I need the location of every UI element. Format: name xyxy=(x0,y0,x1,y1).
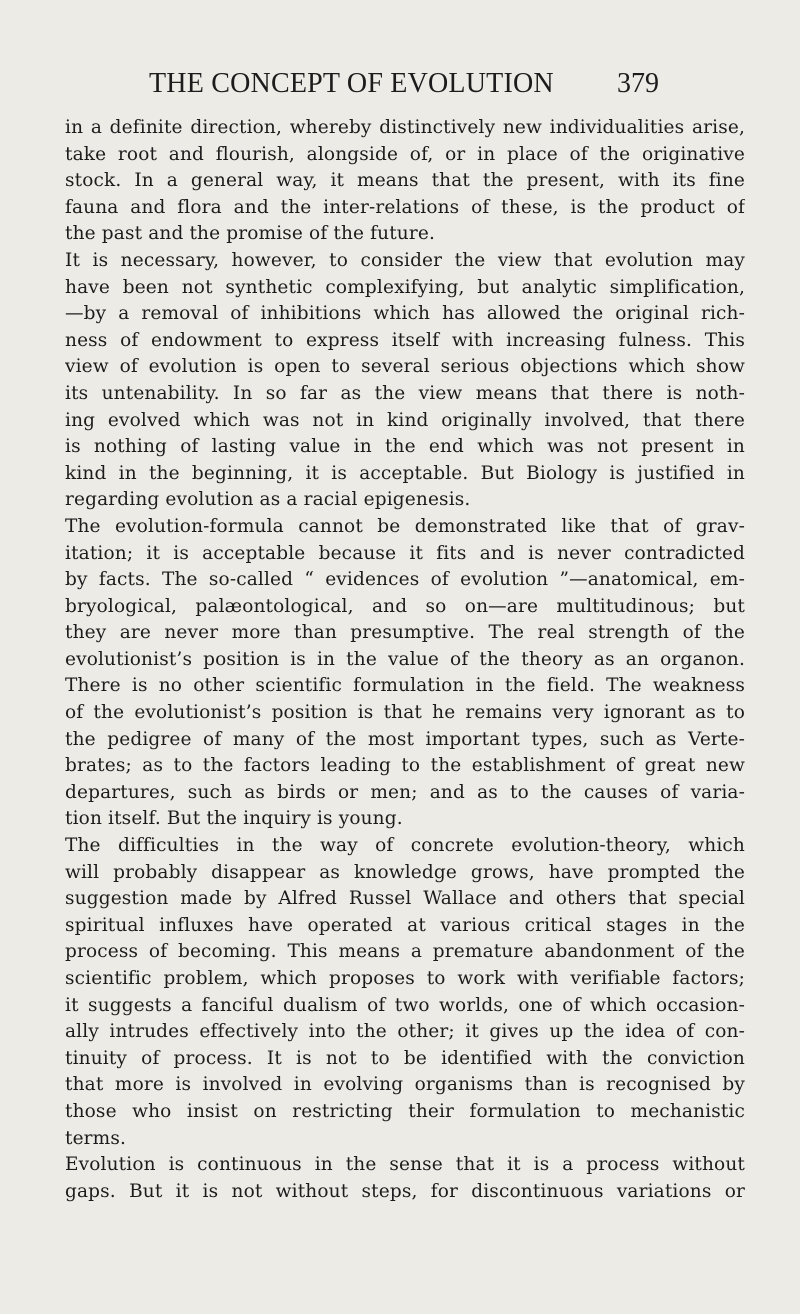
text-line: departures, such as birds or men; and as to the causes of varia- xyxy=(65,781,745,803)
text-line: kind in the beginning, it is acceptable. But Biology is justified in xyxy=(65,462,745,484)
text-line: bryological, palæontological, and so on—are multitudinous; but xyxy=(65,595,745,617)
text-line: —by a removal of inhibitions which has allowed the original rich- xyxy=(65,303,745,325)
text-line: brates; as to the factors leading to the establishment of great new xyxy=(65,755,745,777)
text-line: suggestion made by Alfred Russel Wallace and others that special xyxy=(65,888,745,910)
text-line: The difficulties in the way of concrete evolution-theory, which xyxy=(65,835,745,857)
text-line: gaps. But it is not without steps, for discontinuous variations or xyxy=(65,1180,745,1202)
text-line: tinuity of process. It is not to be identified with the conviction xyxy=(65,1047,745,1069)
text-line: evolutionist’s position is in the value of the theory as an organon. xyxy=(65,648,745,670)
text-line: scientific problem, which proposes to work with verifiable factors; xyxy=(65,968,745,989)
body-text xyxy=(65,115,745,1205)
text-line: take root and flourish, alongside of, or in place of the originative xyxy=(65,143,745,165)
page-number: 379 xyxy=(617,68,659,99)
text-line: There is no other scientific formulation in the field. The weakness xyxy=(65,675,745,697)
text-line: process of becoming. This means a premature abandonment of the xyxy=(65,941,745,963)
text-line: fauna and flora and the inter-relations of these, is the product of xyxy=(65,196,745,218)
text-line: ing evolved which was not in kind originally involved, that there xyxy=(65,409,745,431)
text-line: Evolution is continuous in the sense that it is a process without xyxy=(65,1154,745,1176)
text-line: that more is involved in evolving organisms than is recognised by xyxy=(65,1074,745,1096)
text-line: they are never more than presumptive. The real strength of the xyxy=(65,622,745,644)
running-title: THE CONCEPT OF EVOLUTION xyxy=(149,68,554,99)
text-line: terms. xyxy=(65,1127,127,1149)
text-line: It is necessary, however, to consider the view that evolution may xyxy=(65,249,745,271)
running-head xyxy=(149,68,659,108)
text-line: by facts. The so-called “ evidences of evolution ”—anatomical, em- xyxy=(65,569,745,591)
text-line: its untenability. In so far as the view means that there is noth- xyxy=(65,382,745,404)
text-line: is nothing of lasting value in the end which was not present in xyxy=(65,436,745,458)
text-line: in a definite direction, whereby distinctively new individualities arise, xyxy=(65,117,745,138)
text-line: have been not synthetic complexifying, but analytic simplification, xyxy=(65,276,745,298)
text-line: stock. In a general way, it means that the present, with its fine xyxy=(65,170,745,192)
text-line: the past and the promise of the future. xyxy=(65,223,435,245)
text-line: of the evolutionist’s position is that he remains very ignorant as to xyxy=(65,702,745,724)
text-line: ally intrudes effectively into the other; it gives up the idea of con- xyxy=(65,1021,745,1043)
text-line: spiritual influxes have operated at various critical stages in the xyxy=(65,914,745,936)
text-line: The evolution-formula cannot be demonstrated like that of grav- xyxy=(65,515,745,537)
text-line: ness of endowment to express itself with increasing fulness. This xyxy=(65,329,745,351)
text-line: those who insist on restricting their formulation to mechanistic xyxy=(65,1100,745,1122)
text-line: regarding evolution as a racial epigenesis. xyxy=(65,489,471,511)
text-line: it suggests a fanciful dualism of two worlds, one of which occasion- xyxy=(65,994,745,1016)
text-line: view of evolution is open to several serious objections which show xyxy=(65,356,745,378)
text-line: itation; it is acceptable because it fits and is never contradicted xyxy=(65,542,745,564)
text-line: will probably disappear as knowledge grows, have prompted the xyxy=(65,861,745,883)
text-line: tion itself. But the inquiry is young. xyxy=(65,808,403,830)
text-line: the pedigree of many of the most important types, such as Verte- xyxy=(65,728,745,750)
